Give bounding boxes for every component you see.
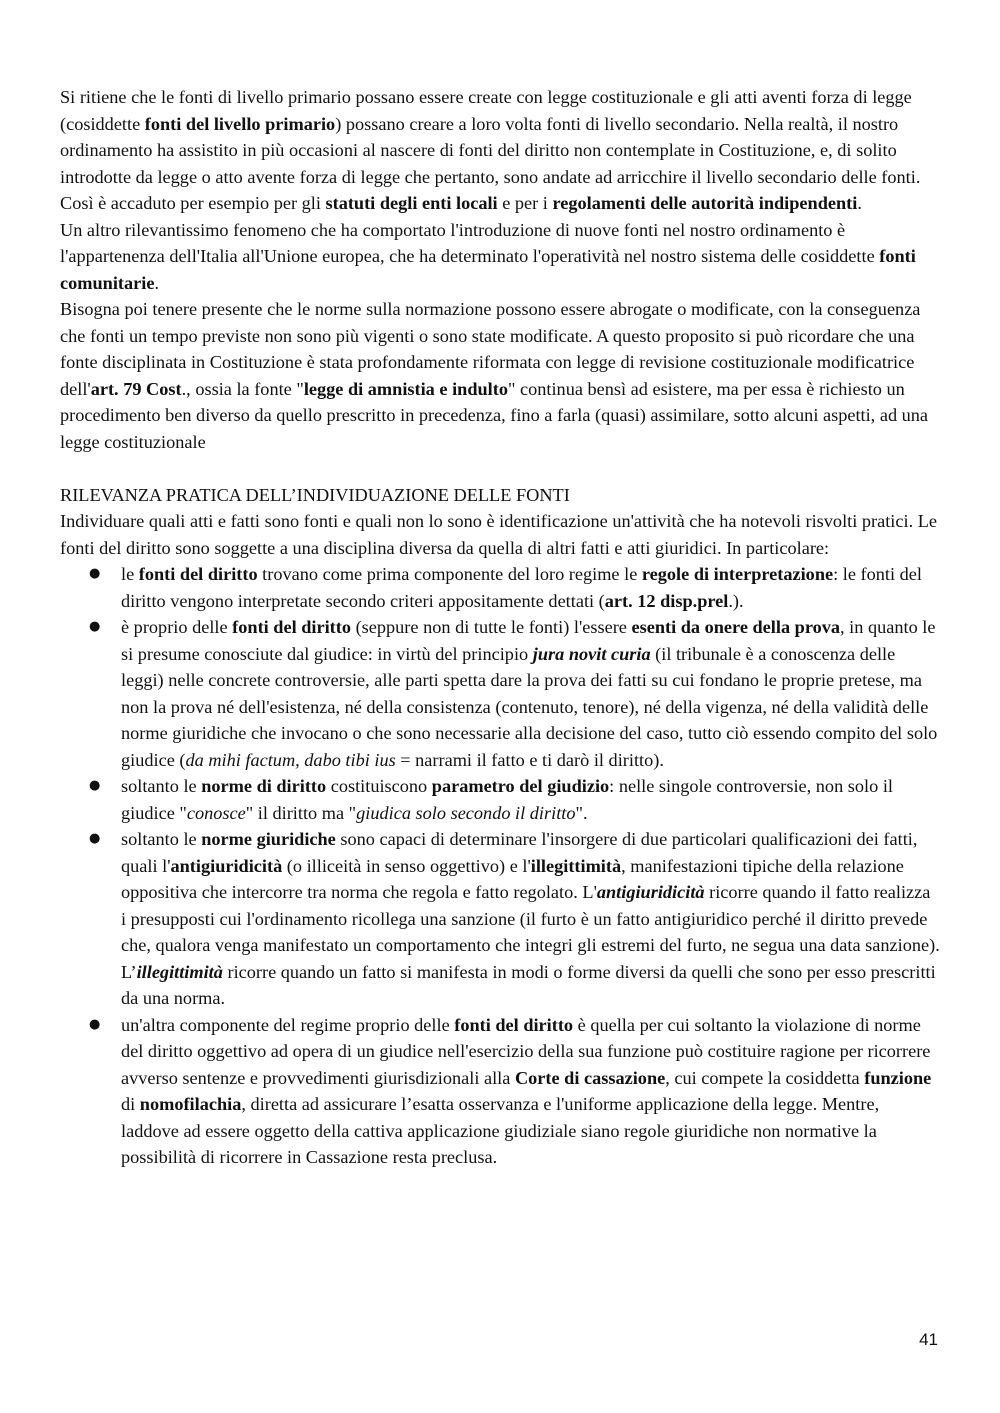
bold-term: parametro del giudizio bbox=[431, 776, 610, 796]
text-run: " continua bensì ad esistere, ma per essa è richiesto un procedimento ben diverso da quello prescritto in precedenza, fino a farla (quasi) assimilare, sotto alcuni aspetti, ad una legge costituzionale bbox=[60, 378, 929, 452]
bold-italic-term: jura novit curia bbox=[532, 643, 651, 664]
bold-term: statuti degli enti locali bbox=[325, 193, 498, 213]
text-run: e per i bbox=[497, 193, 553, 213]
text-run: le bbox=[121, 564, 139, 584]
text-run: ) possano creare a loro volta fonti di livello secondario. Nella realtà, il nostro ordinamento ha assistito in più occasioni al nascere di fonti del diritto non contemplate in Costituzione, e, di solito introdotte da legge o atto avente forza di legge che pertanto, sono andate ad arricchire il livello secondario delle fonti. Così è accaduto per esempio per gli bbox=[60, 113, 921, 213]
bullet-icon: ● bbox=[89, 831, 101, 846]
bold-term: fonti del livello primario bbox=[144, 113, 336, 134]
bold-term: antigiuridicità bbox=[170, 855, 283, 876]
paragraph-fonti-primarie bbox=[60, 84, 940, 217]
text-run: un'altra componente del regime proprio delle bbox=[121, 1014, 455, 1035]
text-run: , in quanto le si presume conosciute dal giudice: in virtù del principio bbox=[121, 617, 936, 664]
text-run: soltanto le bbox=[121, 776, 202, 796]
bold-term: art. 79 Cost bbox=[90, 378, 182, 399]
bullet-list bbox=[60, 561, 940, 1171]
text-run: è quella per cui soltanto la violazione di norme del diritto oggettivo ad opera di un giudice nell'esercizio della sua funzione può costituire ragione per ricorrere avverso sentenze e provvedimenti giurisdizionali alla bbox=[121, 1014, 931, 1088]
italic-phrase: da mihi factum, dabo tibi ius bbox=[185, 749, 396, 770]
bold-term: fonti comunitarie bbox=[60, 246, 916, 293]
text-run: : le fonti del diritto vengono interpretate secondo criteri appositamente dettati ( bbox=[121, 564, 922, 611]
bold-term: legge di amnistia e indulto bbox=[303, 378, 508, 399]
bold-term: regole di interpretazione bbox=[641, 564, 834, 584]
text-run: ". bbox=[575, 802, 588, 823]
bold-term: esenti da onere della prova bbox=[631, 617, 841, 637]
section-heading: RILEVANZA PRATICA DELL’INDIVIDUAZIONE DELLE FONTI bbox=[60, 484, 570, 505]
page-number: 41 bbox=[919, 1330, 938, 1349]
text-run: ricorre quando un fatto si manifesta in modi o forme diversi da quelli che sono per esso prescritti da una norma. bbox=[121, 961, 936, 1008]
bullet-icon: ● bbox=[89, 778, 101, 793]
text-run: , manifestazioni tipiche della relazione oppositiva che intercorre tra norma che regola e fatto regolato. L' bbox=[121, 855, 904, 902]
italic-phrase: giudica solo secondo il diritto bbox=[356, 802, 576, 823]
bold-term: art. 12 disp.prel bbox=[604, 590, 729, 611]
bullet-icon: ● bbox=[89, 1016, 101, 1032]
bold-term: regolamenti delle autorità indipendenti bbox=[552, 193, 858, 213]
text-run: ., ossia la fonte " bbox=[181, 378, 304, 399]
text-run: (o illiceità in senso oggettivo) e l' bbox=[282, 855, 531, 876]
text-run: . bbox=[857, 193, 862, 213]
bold-term: fonti del diritto bbox=[232, 617, 351, 637]
bullet-icon: ● bbox=[89, 619, 101, 634]
text-run: Un altro rilevantissimo fenomeno che ha comportato l'introduzione di nuove fonti nel nostro ordinamento è l'appartenenza dell'Italia all'Unione europea, che ha determinato l'operatività nel nostro sistema delle cosiddette bbox=[60, 219, 880, 266]
bold-term: nomofilachia bbox=[139, 1094, 242, 1114]
list-item bbox=[89, 614, 940, 773]
paragraph-fonti-comunitarie bbox=[60, 217, 940, 297]
bold-term: norme giuridiche bbox=[201, 829, 336, 849]
text-run: .). bbox=[728, 590, 744, 611]
list-item bbox=[89, 826, 940, 1012]
text-run: ricorre quando il fatto realizza i presupposti cui l'ordinamento ricollega una sanzione (il furto è un fatto antigiuridico perché il diritto prevede che, qualora venga manifestato un comportamento che integri gli estremi del furto, ne segua una data sanzione). L’ bbox=[121, 882, 940, 982]
paragraph-spacer bbox=[60, 455, 940, 482]
text-run: : nelle singole controversie, non solo il giudice " bbox=[121, 776, 893, 823]
bold-italic-term: illegittimità bbox=[136, 961, 223, 982]
bold-term: funzione bbox=[864, 1067, 932, 1088]
italic-phrase: conosce bbox=[186, 802, 246, 823]
text-run: è proprio delle bbox=[121, 617, 233, 637]
text-run: sono capaci di determinare l'insorgere di due particolari qualificazioni dei fatti, quali l' bbox=[121, 829, 918, 876]
text-run: costituiscono bbox=[326, 776, 432, 796]
paragraph-intro-rilevanza: Individuare quali atti e fatti sono fonti e quali non lo sono è identificazione un'attività che ha notevoli risvolti pratici. Le fonti del diritto sono soggette a una disciplina diversa da quella di altri fatti e atti giuridici. In particolare: bbox=[60, 511, 937, 558]
bullet-icon: ● bbox=[89, 566, 101, 581]
bold-term: fonti del diritto bbox=[138, 564, 258, 584]
text-run: , cui compete la cosiddetta bbox=[665, 1067, 865, 1088]
bold-term: fonti del diritto bbox=[454, 1014, 574, 1035]
bold-term: Corte di cassazione bbox=[514, 1067, 666, 1088]
document-page bbox=[60, 84, 940, 1171]
text-run: (il tribunale è a conoscenza delle leggi) nelle concrete controversie, alle parti spetta dare la prova dei fatti su cui fondano le proprie pretese, ma non la prova né dell'esistenza, né della consistenza (contenuto, tenore), né della vigenza, né della validità delle norme giuridiche che invocano o che sono necessarie alla decisione del caso, tutto ciò essendo compito del solo giudice ( bbox=[121, 643, 938, 770]
text-run: " il diritto ma " bbox=[245, 802, 357, 823]
text-run: , diretta ad assicurare l’esatta osservanza e l'uniforme applicazione della legge. Mentre, laddove ad essere oggetto della cattiva applicazione giudiziale siano regole giuridiche non normative la possibilità di ricorrere in Cassazione resta preclusa. bbox=[121, 1094, 880, 1167]
bold-term: norme di diritto bbox=[201, 776, 327, 796]
text-run: . bbox=[154, 272, 160, 293]
text-run: soltanto le bbox=[121, 829, 202, 849]
text-run: Si ritiene che le fonti di livello primario possano essere create con legge costituzionale e gli atti aventi forza di legge (cosiddette bbox=[60, 87, 912, 134]
paragraph-norme-sulla-normazione bbox=[60, 296, 940, 455]
text-run: Bisogna poi tenere presente che le norme sulla normazione possono essere abrogate o modificate, con la conseguenza che fonti un tempo previste non sono più vigenti o sono state modificate. A questo proposito si può ricordare che una fonte disciplinata in Costituzione è stata profondamente riformata con legge di revisione costituzionale modificatrice dell' bbox=[60, 299, 921, 399]
list-item bbox=[89, 561, 940, 614]
text-run: trovano come prima componente del loro regime le bbox=[257, 564, 642, 584]
list-item bbox=[89, 1012, 940, 1171]
text-run: (seppure non di tutte le fonti) l'essere bbox=[351, 617, 632, 637]
list-item bbox=[89, 773, 940, 826]
bold-italic-term: antigiuridicità bbox=[596, 882, 705, 902]
text-run: = narrami il fatto e ti darò il diritto). bbox=[395, 749, 664, 770]
text-run: di bbox=[121, 1094, 140, 1114]
bold-term: illegittimità bbox=[530, 855, 622, 876]
